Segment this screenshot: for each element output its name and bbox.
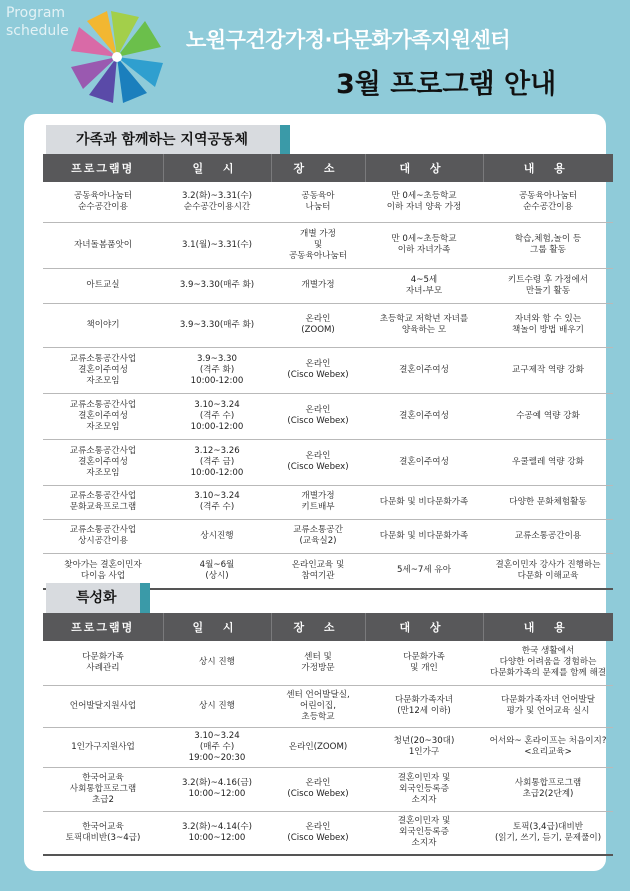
content-cell (483, 268, 613, 303)
cell-text-line: 개별가정 (301, 280, 335, 290)
cell-text-line: 사회통합프로그램 (69, 783, 137, 794)
place-cell (271, 811, 365, 855)
cell-text-line: 10:00~12:00 (188, 789, 246, 799)
cell-text-line: 초등학교 저학년 자녀를 (379, 314, 469, 324)
table-row (43, 641, 613, 685)
table-row (43, 268, 613, 303)
cell-text-line: 평가 및 언어교육 실시 (506, 706, 590, 716)
cell-text-line: (Cisco Webex) (287, 462, 349, 472)
cell-text-line: 다양한 어려움을 경험하는 (499, 657, 597, 668)
cell-text-line: 온라인 (305, 778, 331, 788)
cell-text-line: 온라인 (305, 405, 331, 415)
cell-text-line: 3.12~3.26 (194, 445, 240, 456)
cell-text-line: 결혼이주여성 (399, 410, 449, 421)
cell-text-line: 양육하는 모 (401, 325, 447, 335)
cell-text-line: 문화교육프로그램 (69, 502, 137, 512)
column-header-datetime: 일 시 (163, 154, 271, 182)
cell-text-line: (매주 수) (199, 741, 235, 752)
cell-text-line: 다문화가족자녀 (394, 695, 454, 705)
page-header (0, 0, 630, 120)
target-cell (365, 222, 483, 268)
target-cell (365, 727, 483, 767)
cell-text-line: 온라인교육 및 (291, 559, 345, 570)
cell-text-line: 한국 생활에서 (521, 646, 575, 657)
place-cell (271, 485, 365, 519)
target-cell (365, 303, 483, 347)
place-cell (271, 222, 365, 268)
cell-text-line: 순수공간이용시간 (183, 201, 251, 212)
datetime-cell (163, 393, 271, 439)
cell-text-line: 이하 자녀 양육 가정 (386, 201, 462, 212)
cell-text-line: 만 0세~초등학교 (391, 190, 457, 201)
table-row (43, 685, 613, 727)
cell-text-line: 어린이집, (300, 700, 336, 711)
cell-text-line: 다문화가족의 문제를 함께 해결 (489, 668, 607, 679)
cell-text-line: (Cisco Webex) (287, 416, 349, 426)
target-cell (365, 641, 483, 685)
cell-text-line: 외국인등록증 (399, 783, 449, 794)
cell-text-line: 만들기 활동 (525, 285, 571, 296)
cell-text-line: 3.10~3.24 (194, 491, 240, 501)
cell-text-line: 19:00~20:30 (188, 752, 246, 763)
datetime-cell (163, 347, 271, 393)
place-cell (271, 727, 365, 767)
cell-text-line: 어서와~ 혼라이프는 처음이지? (489, 736, 607, 746)
program-name-cell (43, 303, 163, 347)
cell-text-line: 나눔터 (305, 201, 331, 212)
program-name-cell (43, 485, 163, 519)
cell-text-line: 1인가구 (408, 747, 440, 757)
cell-text-line: (Cisco Webex) (287, 832, 349, 843)
cell-text-line: 다문화 및 비다문화가족 (379, 496, 469, 507)
cell-text-line: 청년(20~30대) (393, 736, 455, 746)
section-title-specialized: 특성화 (46, 583, 150, 613)
page-title: 3월 프로그램 안내 (336, 69, 557, 100)
target-cell (365, 685, 483, 727)
program-name-cell (43, 182, 163, 222)
datetime-cell (163, 485, 271, 519)
program-name-cell (43, 811, 163, 855)
place-cell (271, 268, 365, 303)
content-cell (483, 182, 613, 222)
cell-text-line: 소지자 (411, 838, 437, 849)
cell-text-line: 공동육아나눔터 (288, 250, 348, 261)
target-cell (365, 347, 483, 393)
center-name: 노원구건강가정·다문화가족지원센터 (186, 28, 511, 52)
cell-text-line: 다문화 및 비다문화가족 (379, 530, 469, 541)
content-cell (483, 519, 613, 553)
target-cell (365, 439, 483, 485)
cell-text-line: 10:00-12:00 (190, 467, 244, 478)
cell-text-line: 다문화가족자녀 언어발달 (500, 695, 596, 705)
cell-text-line: 그룹 활동 (530, 245, 566, 255)
program-name-cell (43, 727, 163, 767)
content-cell (483, 303, 613, 347)
section-title-community: 가족과 함께하는 지역공동체 (46, 125, 290, 155)
column-header-program: 프로그램명 (43, 154, 163, 182)
cell-text-line: 결혼이주여성 (78, 364, 128, 375)
cell-text-line: 사례관리 (86, 662, 120, 673)
program-name-cell (43, 439, 163, 485)
cell-text-line: 3.9~3.30(매주 화) (179, 280, 255, 290)
cell-text-line: 10:00~12:00 (188, 832, 246, 843)
datetime-cell (163, 268, 271, 303)
cell-text-line: 및 개인 (410, 662, 438, 673)
cell-text-line: 3.2(화)~4.16(금) (181, 778, 253, 788)
datetime-cell (163, 182, 271, 222)
place-cell (271, 553, 365, 589)
datetime-cell (163, 303, 271, 347)
cell-text-line: 자녀-부모 (405, 285, 443, 296)
table-row (43, 485, 613, 519)
cell-text-line: 교류소통공간 (293, 525, 343, 535)
column-header-datetime: 일 시 (163, 613, 271, 641)
cell-text-line: 교구제작 역량 강화 (512, 364, 584, 375)
program-name-cell (43, 222, 163, 268)
content-cell (483, 439, 613, 485)
cell-text-line: 3.9~3.30(매주 화) (179, 319, 255, 330)
cell-text-line: 자녀와 함 수 있는 (514, 314, 582, 324)
cell-text-line: 외국인등록증 (399, 827, 449, 838)
pinwheel-logo-icon (62, 2, 172, 112)
target-cell (365, 811, 483, 855)
table-header-row (43, 613, 613, 641)
cell-text-line: 자조모임 (86, 375, 120, 386)
target-cell (365, 553, 483, 589)
table-row (43, 767, 613, 811)
cell-text-line: <요리교육> (524, 747, 572, 757)
cell-text-line: (Cisco Webex) (287, 789, 349, 799)
cell-text-line: 교류소통공간이용 (514, 530, 582, 541)
place-cell (271, 182, 365, 222)
datetime-cell (163, 767, 271, 811)
cell-text-line: 다문화가족 (403, 651, 445, 662)
cell-text-line: 초급2 (91, 794, 115, 805)
cell-text-line: (교육실2) (299, 536, 337, 546)
cell-text-line: 결혼이민자 및 (397, 816, 451, 827)
content-cell (483, 685, 613, 727)
cell-text-line: (격주 수) (199, 502, 235, 512)
community-program-table (43, 154, 613, 590)
place-cell (271, 347, 365, 393)
cell-text-line: 센터 및 (304, 651, 332, 662)
cell-text-line: (격주 화) (199, 364, 235, 375)
cell-text-line: 결혼이민자 및 (397, 772, 451, 783)
cell-text-line: 다문화가족 (82, 651, 124, 662)
cell-text-line: 결혼이민자 강사가 진행하는 (495, 559, 601, 570)
cell-text-line: 찾아가는 결혼이민자 (64, 559, 142, 570)
target-cell (365, 393, 483, 439)
cell-text-line: 참여기관 (301, 570, 335, 581)
datetime-cell (163, 222, 271, 268)
column-header-target: 대 상 (365, 613, 483, 641)
column-header-place: 장 소 (271, 154, 365, 182)
cell-text-line: 키트배부 (301, 502, 335, 512)
cell-text-line: 3.2(화)~3.31(수) (181, 190, 253, 201)
program-schedule-watermark (6, 4, 69, 40)
datetime-cell (163, 811, 271, 855)
specialized-program-table (43, 613, 613, 856)
column-header-program: 프로그램명 (43, 613, 163, 641)
target-cell (365, 485, 483, 519)
cell-text-line: 개별가정 (301, 491, 335, 501)
cell-text-line: 학습,체험,놀이 등 (514, 234, 582, 244)
table-header-row (43, 154, 613, 182)
cell-text-line: 한국어교육 (82, 821, 124, 832)
cell-text-line: 결혼이주여성 (78, 410, 128, 421)
cell-text-line: 책놀이 방법 배우기 (512, 325, 584, 335)
target-cell (365, 767, 483, 811)
cell-text-line: 3.1(월)~3.31(수) (181, 239, 253, 250)
cell-text-line: 공동육아나눔터 (518, 190, 578, 201)
table-row (43, 393, 613, 439)
cell-text-line: 사회통합프로그램 (514, 778, 582, 788)
cell-text-line: 3.2(화)~4.14(수) (181, 821, 253, 832)
table-row (43, 347, 613, 393)
program-name-cell (43, 767, 163, 811)
cell-text-line: (상시) (205, 570, 229, 581)
cell-text-line: 및 (313, 239, 323, 250)
column-header-content: 내 용 (483, 613, 613, 641)
cell-text-line: 개별 가정 (300, 228, 336, 239)
program-name-cell (43, 685, 163, 727)
cell-text-line: 자조모임 (86, 421, 120, 432)
cell-text-line: 온라인(ZOOM) (288, 741, 348, 752)
cell-text-line: 결혼이주여성 (399, 456, 449, 467)
cell-text-line: 다양한 문화체험활동 (509, 496, 587, 507)
cell-text-line: 3.10~3.24 (194, 730, 240, 741)
column-header-target: 대 상 (365, 154, 483, 182)
watermark-line: Program (6, 5, 66, 21)
program-name-cell (43, 268, 163, 303)
cell-text-line: 상시 진행 (199, 700, 235, 711)
cell-text-line: 온라인 (305, 314, 331, 324)
target-cell (365, 182, 483, 222)
cell-text-line: 공동육아나눔터 (73, 190, 133, 201)
cell-text-line: 다이음 사업 (80, 570, 126, 581)
content-cell (483, 347, 613, 393)
table-row (43, 303, 613, 347)
place-cell (271, 641, 365, 685)
content-cell (483, 485, 613, 519)
cell-text-line: (격주 금) (199, 456, 235, 467)
cell-text-line: 초등학교 (301, 711, 335, 722)
cell-text-line: 한국어교육 (82, 772, 124, 783)
cell-text-line: (Cisco Webex) (287, 370, 349, 380)
place-cell (271, 303, 365, 347)
content-cell (483, 641, 613, 685)
column-header-content: 내 용 (483, 154, 613, 182)
cell-text-line: 4월~6월 (199, 559, 235, 570)
cell-text-line: 상시공간이용 (78, 536, 128, 546)
cell-text-line: 자조모임 (86, 467, 120, 478)
program-name-cell (43, 519, 163, 553)
place-cell (271, 519, 365, 553)
table-row (43, 727, 613, 767)
cell-text-line: 교류소통공간사업 (69, 525, 137, 535)
cell-text-line: 10:00-12:00 (190, 421, 244, 432)
cell-text-line: 언어발달지원사업 (69, 700, 137, 711)
watermark-line: schedule (6, 23, 69, 39)
place-cell (271, 439, 365, 485)
datetime-cell (163, 685, 271, 727)
datetime-cell (163, 439, 271, 485)
place-cell (271, 685, 365, 727)
cell-text-line: (격주 수) (199, 410, 235, 421)
content-cell (483, 222, 613, 268)
cell-text-line: 초급2(2단계) (522, 789, 574, 799)
cell-text-line: 교류소통공간사업 (69, 399, 137, 410)
cell-text-line: 이하 자녀가족 (397, 245, 451, 255)
cell-text-line: 수공예 역량 강화 (516, 410, 580, 421)
target-cell (365, 268, 483, 303)
cell-text-line: 상시 진행 (199, 657, 235, 668)
cell-text-line: (만12세 이하) (397, 706, 451, 716)
cell-text-line: 센터 언어발달실, (286, 689, 350, 700)
cell-text-line: (읽기, 쓰기, 듣기, 문제풀이) (494, 832, 602, 843)
datetime-cell (163, 553, 271, 589)
cell-text-line: 토픽(3,4급)대비반 (512, 821, 584, 832)
cell-text-line: 결혼이주여성 (399, 364, 449, 375)
cell-text-line: 온라인 (305, 359, 331, 369)
cell-text-line: 10:00-12:00 (190, 375, 244, 386)
datetime-cell (163, 519, 271, 553)
program-name-cell (43, 393, 163, 439)
datetime-cell (163, 727, 271, 767)
program-name-cell (43, 347, 163, 393)
table-row (43, 222, 613, 268)
content-cell (483, 811, 613, 855)
cell-text-line: 온라인 (305, 821, 331, 832)
cell-text-line: 소지자 (411, 794, 437, 805)
cell-text-line: (ZOOM) (301, 325, 335, 335)
content-cell (483, 727, 613, 767)
cell-text-line: 3.10~3.24 (194, 399, 240, 410)
content-cell (483, 767, 613, 811)
cell-text-line: 온라인 (305, 451, 331, 461)
cell-text-line: 책이야기 (86, 319, 120, 330)
table-row (43, 811, 613, 855)
cell-text-line: 키트수령 후 가정에서 (507, 274, 589, 285)
cell-text-line: 토픽대비반(3~4급) (65, 832, 141, 843)
cell-text-line: 3.9~3.30 (196, 353, 237, 364)
cell-text-line: 교류소통공간사업 (69, 353, 137, 364)
place-cell (271, 393, 365, 439)
content-cell (483, 393, 613, 439)
cell-text-line: 결혼이주여성 (78, 456, 128, 467)
cell-text-line: 우쿨렐레 역량 강화 (512, 456, 584, 467)
cell-text-line: 상시진행 (200, 530, 234, 541)
cell-text-line: 교류소통공간사업 (69, 491, 137, 501)
cell-text-line: 가정방문 (301, 662, 335, 673)
cell-text-line: 공동육아 (301, 190, 335, 201)
cell-text-line: 5세~7세 유아 (396, 565, 452, 576)
cell-text-line: 4~5세 (410, 274, 438, 285)
cell-text-line: 1인가구지원사업 (71, 741, 135, 752)
cell-text-line: 만 0세~초등학교 (391, 234, 457, 244)
content-cell (483, 553, 613, 589)
program-name-cell (43, 641, 163, 685)
target-cell (365, 519, 483, 553)
place-cell (271, 767, 365, 811)
cell-text-line: 순수공간이용 (523, 201, 573, 212)
cell-text-line: 자녀돌봄품앗이 (73, 239, 133, 250)
cell-text-line: 아트교실 (86, 280, 120, 290)
datetime-cell (163, 641, 271, 685)
cell-text-line: 다문화 이해교육 (517, 570, 579, 581)
column-header-place: 장 소 (271, 613, 365, 641)
table-row (43, 439, 613, 485)
cell-text-line: 순수공간이용 (78, 201, 128, 212)
table-row (43, 519, 613, 553)
table-row (43, 182, 613, 222)
cell-text-line: 교류소통공간사업 (69, 445, 137, 456)
